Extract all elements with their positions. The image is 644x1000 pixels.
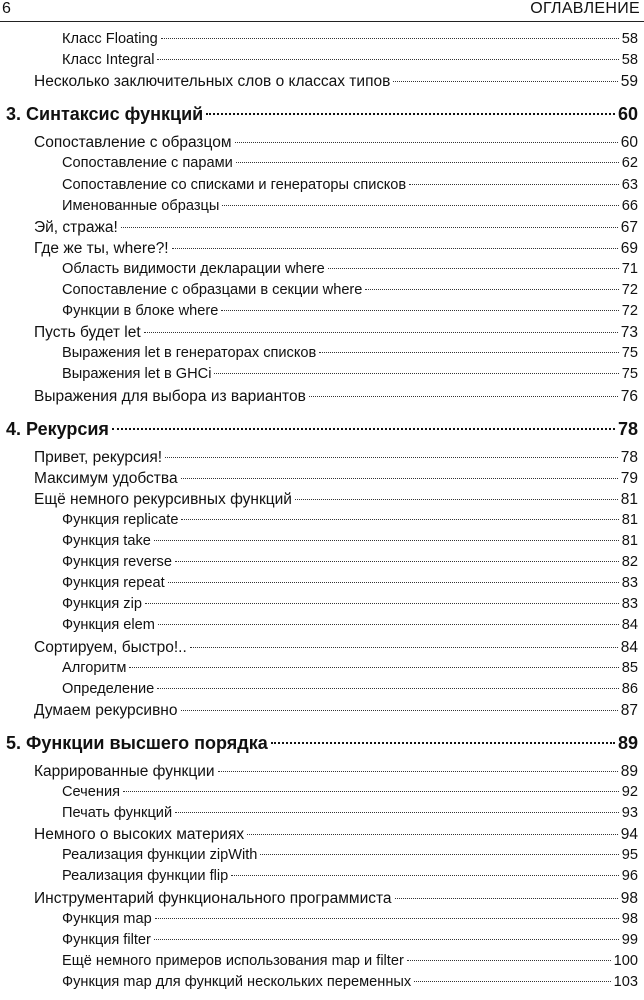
dot-leader [112, 428, 615, 430]
dot-leader [158, 624, 619, 625]
toc-section [34, 763, 638, 784]
toc-section [34, 890, 638, 911]
toc-entry-title: Функция zip [62, 596, 142, 613]
running-title: ОГЛАВЛЕНИЕ [530, 0, 640, 17]
toc-entry-title: Сопоставление с образцами в секции where [62, 282, 363, 298]
toc-entry-title: Класс Floating [62, 31, 158, 47]
toc-entry-title: Функция elem [62, 617, 155, 634]
toc-section [34, 491, 638, 512]
toc-entry-page: 93 [621, 805, 638, 822]
toc-entry-page: 81 [621, 533, 638, 549]
dot-leader [144, 332, 618, 333]
dot-leader [123, 791, 619, 792]
toc-entry-title: Максимум удобства [34, 469, 178, 487]
toc-entry-page: 83 [621, 575, 638, 592]
toc-subsection [62, 31, 638, 52]
dot-leader [181, 519, 618, 520]
toc-entry-title: Функция map для функций нескольких переменных [62, 973, 412, 990]
toc-entry-page: 83 [621, 596, 638, 613]
toc-entry-page: 92 [621, 784, 638, 800]
toc-entry-page: 98 [620, 889, 638, 907]
toc-entry-title: Функция reverse [62, 554, 172, 571]
toc-subsection [62, 261, 638, 282]
toc-subsection [62, 660, 638, 681]
toc-entry-page: 75 [621, 345, 638, 362]
dot-leader [214, 373, 618, 374]
toc-entry-title: Ещё немного рекурсивных функций [34, 490, 292, 508]
toc-entry-title: Реализация функции flip [62, 868, 229, 885]
toc-entry-page: 79 [620, 469, 638, 487]
toc-subsection [62, 282, 638, 303]
dot-leader [295, 499, 618, 500]
dot-leader [190, 647, 618, 648]
toc-subsection [62, 366, 638, 387]
toc-subsection [62, 911, 638, 932]
toc-entry-title: Сопоставление с парами [62, 155, 233, 172]
toc-entry-page: 72 [621, 303, 638, 320]
toc-entry-title: Функции в блоке where [62, 303, 219, 320]
dot-leader [271, 742, 615, 744]
toc-chapter [6, 419, 638, 445]
toc-section [34, 219, 638, 240]
toc-section [34, 449, 638, 470]
dot-leader [172, 248, 618, 249]
toc-entry-page: 94 [620, 826, 638, 844]
toc-entry-page: 86 [621, 680, 638, 697]
dot-leader [235, 142, 618, 143]
toc-section [34, 470, 638, 491]
toc-entry-page: 82 [621, 554, 638, 571]
dot-leader [365, 289, 618, 290]
dot-leader [161, 38, 619, 39]
toc-entry-page: 75 [621, 366, 638, 383]
toc-subsection [62, 512, 638, 533]
dot-leader [260, 854, 618, 855]
toc-entry-title: 3. Синтаксис функций [6, 104, 204, 125]
toc-entry-title: Функция replicate [62, 511, 179, 528]
toc-subsection [62, 345, 638, 366]
dot-leader [145, 603, 619, 604]
dot-leader [328, 268, 619, 269]
toc-entry-title: Сопоставление с образцом [34, 134, 232, 152]
toc-entry-title: Несколько заключительных слов о классах типов [34, 73, 391, 91]
toc-subsection [62, 784, 638, 805]
dot-leader [231, 875, 619, 876]
toc-subsection [62, 155, 638, 176]
dot-leader [165, 457, 618, 458]
toc-entry-page: 72 [621, 282, 638, 298]
toc-entry-page: 87 [620, 701, 638, 719]
dot-leader [222, 205, 618, 206]
toc-entry-title: Пусть будет let [34, 324, 141, 342]
dot-leader [155, 918, 619, 919]
dot-leader [157, 688, 618, 689]
toc-entry-page: 60 [617, 104, 638, 125]
toc-entry-page: 81 [621, 511, 638, 528]
toc-entry-page: 58 [621, 31, 638, 47]
toc-entry-title: Функция take [62, 533, 151, 549]
dot-leader [175, 561, 619, 562]
toc-entry-page: 95 [621, 847, 638, 864]
toc-entry-page: 59 [620, 73, 638, 91]
toc-subsection [62, 198, 638, 219]
toc-subsection [62, 177, 638, 198]
dot-leader [247, 834, 618, 835]
toc-section [34, 702, 638, 723]
toc-chapter [6, 733, 638, 759]
toc-entry-title: Эй, стража! [34, 218, 118, 236]
toc-entry-page: 78 [617, 418, 638, 439]
toc-entry-title: Где же ты, where?! [34, 239, 169, 257]
toc-entry-page: 69 [620, 239, 638, 257]
toc-subsection [62, 868, 638, 889]
toc-entry-page: 60 [620, 134, 638, 152]
toc-entry-page: 62 [621, 155, 638, 172]
toc-entry-page: 78 [620, 448, 638, 466]
toc-entry-page: 73 [620, 324, 638, 342]
toc-entry-page: 98 [621, 910, 638, 927]
toc-entry-title: Класс Integral [62, 52, 155, 69]
toc-entry-title: Инструментарий функционального программиста [34, 889, 392, 907]
dot-leader [218, 771, 618, 772]
toc-entry-title: Привет, рекурсия! [34, 448, 163, 466]
toc-entry-page: 81 [620, 490, 638, 508]
toc-subsection [62, 953, 638, 974]
dot-leader [181, 710, 618, 711]
toc-subsection [62, 554, 638, 575]
toc-entry-title: Функция repeat [62, 575, 165, 592]
toc-entry-page: 66 [621, 197, 638, 214]
toc-entry-title: Область видимости декларации where [62, 260, 325, 277]
toc-subsection [62, 52, 638, 73]
toc-subsection [62, 533, 638, 554]
toc-subsection [62, 617, 638, 638]
toc-subsection [62, 681, 638, 702]
toc-subsection [62, 974, 638, 995]
toc-entry-title: Выражения let в генераторах списков [62, 345, 317, 362]
toc-section [34, 639, 638, 660]
toc-entry-title: Выражения для выбора из вариантов [34, 387, 306, 405]
toc-entry-page: 100 [613, 952, 638, 969]
dot-leader [206, 113, 615, 115]
toc-entry-title: Каррированные функции [34, 762, 215, 780]
toc-entry-title: Печать функций [62, 805, 173, 822]
toc-entry-page: 58 [621, 52, 638, 69]
toc-entry-page: 103 [613, 973, 638, 990]
dot-leader [154, 540, 619, 541]
toc-entry-page: 76 [620, 387, 638, 405]
toc-entry-page: 63 [621, 176, 638, 193]
toc-entry-title: Сопоставление со списками и генераторы списков [62, 176, 407, 193]
toc-subsection [62, 805, 638, 826]
toc-subsection [62, 932, 638, 953]
toc-section [34, 388, 638, 409]
dot-leader [121, 227, 618, 228]
dot-leader [395, 898, 618, 899]
toc-section [34, 134, 638, 155]
dot-leader [409, 184, 619, 185]
toc-entry-title: Ещё немного примеров использования map и filter [62, 952, 404, 969]
toc-entry-title: Алгоритм [62, 659, 127, 676]
toc-section [34, 826, 638, 847]
toc-subsection [62, 847, 638, 868]
dot-leader [393, 81, 617, 82]
toc-subsection [62, 303, 638, 324]
toc-entry-page: 84 [621, 617, 638, 634]
toc-entry-title: Немного о высоких материях [34, 826, 245, 844]
toc-entry-title: 5. Функции высшего порядка [6, 732, 268, 753]
dot-leader [175, 812, 619, 813]
toc-section [34, 324, 638, 345]
toc-section [34, 73, 638, 94]
toc-entry-page: 84 [620, 638, 638, 656]
dot-leader [168, 582, 619, 583]
toc-entry-page: 71 [621, 260, 638, 277]
dot-leader [221, 310, 618, 311]
dot-leader [319, 352, 618, 353]
toc-entry-title: Думаем рекурсивно [34, 701, 178, 719]
toc-entry-title: 4. Рекурсия [6, 418, 109, 439]
toc-entry-page: 67 [620, 218, 638, 236]
dot-leader [129, 667, 618, 668]
toc-entry-title: Реализация функции zipWith [62, 847, 258, 864]
toc-subsection [62, 575, 638, 596]
toc-entry-title: Именованные образцы [62, 197, 220, 214]
toc-entry-page: 85 [621, 659, 638, 676]
toc-entry-title: Функция filter [62, 931, 151, 948]
toc-entry-title: Сортируем, быстро!.. [34, 638, 187, 656]
dot-leader [181, 478, 618, 479]
dot-leader [407, 960, 611, 961]
dot-leader [414, 981, 610, 982]
toc-entry-page: 89 [617, 732, 638, 753]
toc-entry-title: Выражения let в GHCi [62, 366, 212, 383]
toc-chapter [6, 104, 638, 130]
page-number: 6 [2, 0, 11, 17]
toc-subsection [62, 596, 638, 617]
dot-leader [236, 162, 619, 163]
toc-entry-title: Функция map [62, 910, 152, 927]
toc-section [34, 240, 638, 261]
dot-leader [154, 939, 619, 940]
toc-entry-page: 99 [621, 931, 638, 948]
toc-entry-page: 89 [620, 762, 638, 780]
dot-leader [157, 59, 618, 60]
dot-leader [309, 396, 618, 397]
toc-entry-page: 96 [621, 868, 638, 885]
toc-entry-title: Сечения [62, 784, 121, 800]
toc-entry-title: Определение [62, 680, 155, 697]
